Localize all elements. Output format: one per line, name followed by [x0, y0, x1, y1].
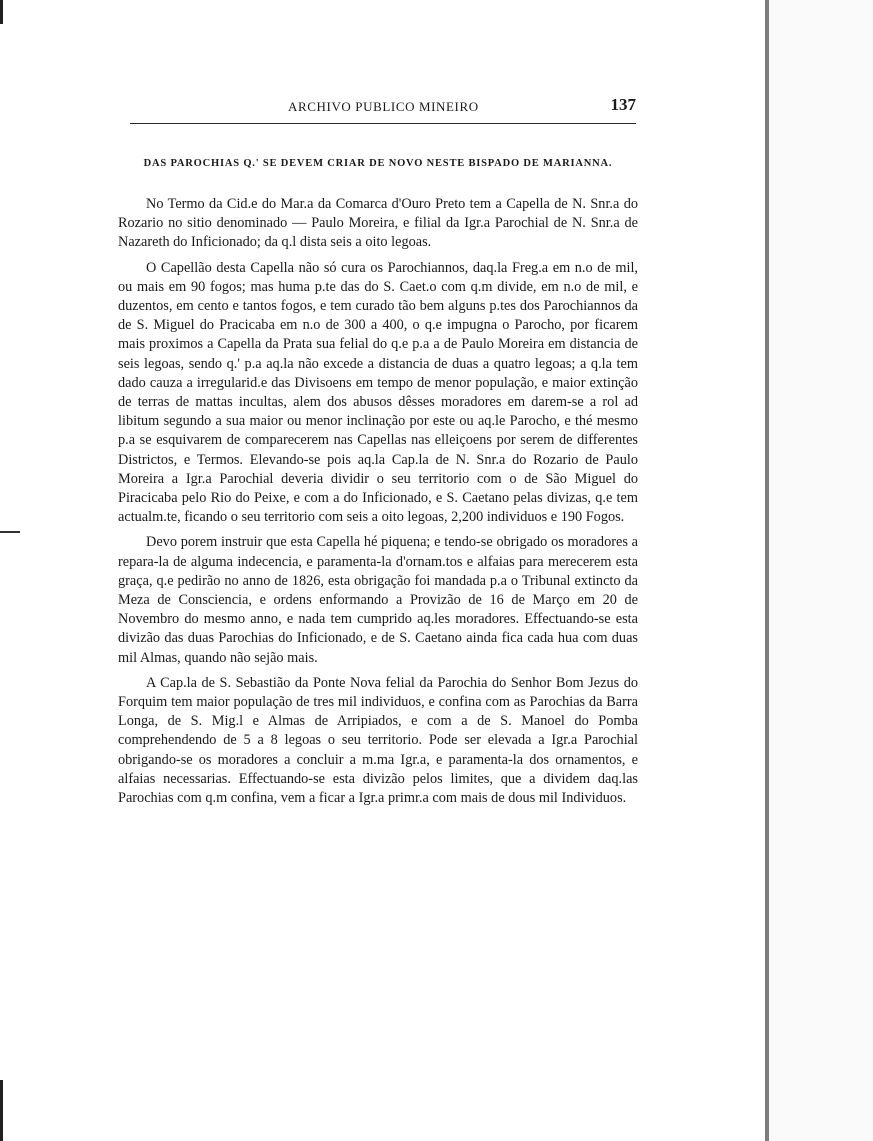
body-text — [118, 195, 638, 808]
running-head-title: ARCHIVO PUBLICO MINEIRO — [288, 99, 479, 114]
document-page — [118, 93, 638, 814]
running-head — [118, 93, 638, 121]
paragraph: O Capellão desta Capella não só cura os Parochiannos, daq.la Freg.a em n.o de mil, ou mais em 90 fogos; mas huma p.te das do S. Caet.o com q.m divide, em n.o de mil, e duzentos, em cento e tantos fogos, e tem curado tão bem alguns p.tes dos Parochiannos da de S. Miguel do Pracicaba em n.o de 300 a 400, o q.e impugna o Parocho, por ficarem mais proximos a Capella da Prata sua felial do q.e p.a a de Paulo Moreira em distancia de seis legoas, sendo q.' p.a aq.la não excede a distancia de duas a quatro legoas; a q.la tem dado cauza a irregularid.e das Divisoens em tempo de menor população, e maior extinção de terras de mattas incultas, alem dos abusos dêsses moradores em darem-se a rol ad libitum segundo a sua maior ou menor inclinação por este ou aq.le Parocho, e thé mesmo p.a se esquivarem de comparecerem nas Capellas nas elleiçoens por serem de differentes Districtos, e Termos. Elevando-se pois aq.la Cap.la de N. Snr.a do Rozario de Paulo Moreira a Igr.a Parochial deveria dividir o seu territorio com o de São Miguel do Piracicaba pelo Rio do Peixe, e com a do Inficionado, e S. Caetano pelas divizas, q.e tem actualm.te, ficando o seu territorio com seis a oito legoas, 2,200 individuos e 190 Fogos. — [118, 259, 638, 526]
paragraph: No Termo da Cid.e do Mar.a da Comarca d'Ouro Preto tem a Capella de N. Snr.a do Rozario no sitio denominado — Paulo Moreira, e filial da Igr.a Parochial de N. Snr.a de Nazareth do Inficionado; da q.l dista seis a oito legoas. — [118, 196, 638, 251]
section-heading: DAS PAROCHIAS Q.' SE DEVEM CRIAR DE NOVO NESTE BISPADO DE MARIANNA. — [143, 158, 613, 169]
paragraph: Devo porem instruir que esta Capella hé piquena; e tendo-se obrigado os moradores a repara-la de alguma indecencia, e paramenta-la d'ornam.tos e alfaias para merecerem esta graça, q.e pedirão no anno de 1826, esta obrigação foi mandada p.a o Tribunal extincto da Meza de Consciencia, e ordens enformando a Provizão de 16 de Março em 20 de Novembro do mesmo anno, e nada tem cumprido aq.les moradores. Effectuando-se esta divizão das duas Parochias do Inficionado, e de S. Caetano ainda fica cada hua com duas mil Almas, quando não sejão mais. — [118, 534, 638, 666]
scan-right-margin — [769, 0, 873, 1141]
header-rule — [130, 123, 636, 124]
scan-left-edge — [0, 0, 3, 1141]
scan-margin-mark — [0, 531, 20, 533]
page-number: 137 — [610, 95, 636, 114]
paragraph: A Cap.la de S. Sebastião da Ponte Nova felial da Parochia do Senhor Bom Jezus do Forquim tem maior população de tres mil individuos, e confina com as Parochias da Barra Longa, de S. Mig.l e Almas de Arripiados, e com a de S. Manoel do Pomba comprehendendo de 5 a 8 legoas o seu territorio. Pode ser elevada a Igr.a Parochial obrigando-se os moradores a concluir a m.ma Igr.a, e paramenta-la dos ornamentos, e alfaias necessarias. Effectuando-se esta divizão pelos limites, que a dividem daq.las Parochias com q.m confina, vem a ficar a Igr.a primr.a com mais de dous mil Individuos. — [118, 674, 638, 807]
